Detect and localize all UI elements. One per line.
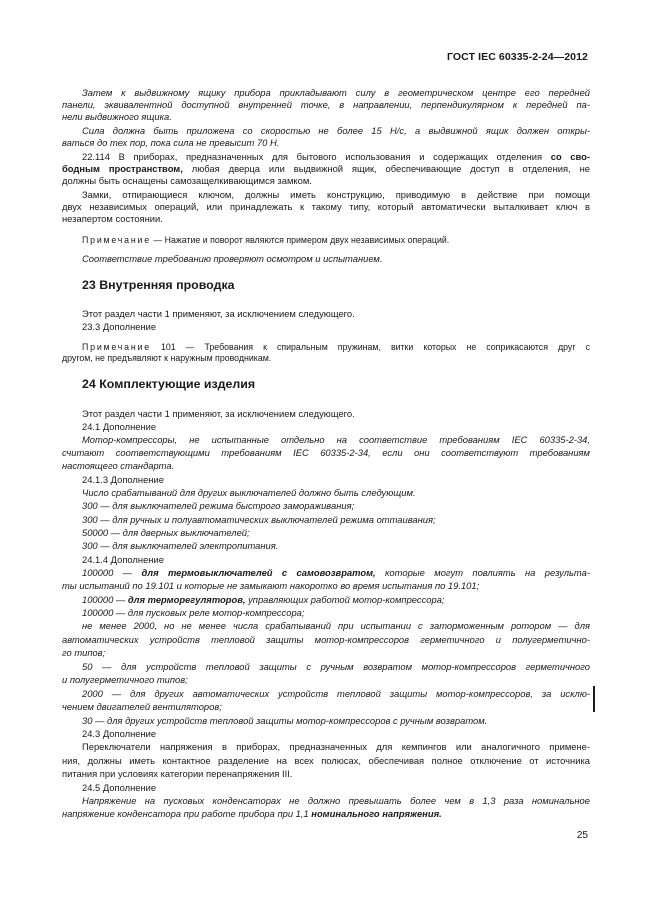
text-line: Затем к выдвижному ящику прибора прикладывают силу в геометрическом центре его передней bbox=[82, 87, 590, 98]
text-line: 24.1.4 Дополнение bbox=[82, 554, 164, 565]
text-line: Этот раздел части 1 применяют, за исключением следующего. bbox=[82, 308, 355, 319]
text-line: Этот раздел части 1 применяют, за исключением следующего. bbox=[82, 408, 355, 419]
text-line: 23.3 Дополнение bbox=[82, 321, 157, 332]
text-line: 100000 — для термовыключателей с самовозвратом, которые могут повлиять на результа- bbox=[82, 567, 590, 578]
text-line: ты испытаний по 19.101 и которые не замыкают накоротко во время испытания по 19.101; bbox=[62, 580, 480, 591]
text-line: 24.1 Дополнение bbox=[82, 421, 157, 432]
text-line: чением двигателей вентиляторов; bbox=[62, 701, 222, 712]
text-line: Замки, отпирающиеся ключом, должны иметь конструкцию, приводимую в действие при помощи bbox=[82, 189, 590, 200]
text-line: 50000 — для дверных выключателей; bbox=[82, 527, 250, 538]
section-heading-23: 23 Внутренняя проводка bbox=[82, 278, 235, 292]
text-line: 22.114 В приборах, предназначенных для бытового использования и содержащих отделения со сво- bbox=[82, 151, 591, 162]
text-line: 100000 — для пусковых реле мотор-компрессора; bbox=[82, 607, 305, 618]
document-code: ГОСТ IEC 60335-2-24—2012 bbox=[446, 51, 588, 63]
text-line: Напряжение на пусковых конденсаторах не должно превышать более чем в 1,3 раза номинальное bbox=[82, 795, 590, 806]
text-line: автоматических устройств тепловой защиты мотор-компрессоров герметичного и полугерметично- bbox=[62, 634, 590, 645]
text-line: 24.1.3 Дополнение bbox=[82, 474, 164, 485]
text-line: Мотор-компрессоры, не испытанные отдельно на соответствие требованиям IEC 60335-2-34, bbox=[82, 434, 590, 445]
text-line: бодным пространством, любая дверца или выдвижной ящик, обеспечивающие доступ в отделения, не bbox=[62, 163, 590, 174]
text-line: нели выдвижного ящика. bbox=[62, 111, 172, 122]
conformity-text: Соответствие требованию проверяют осмотром и испытанием. bbox=[82, 253, 383, 264]
note: Примечание — Нажатие и поворот являются примером двух независимых операций. bbox=[82, 235, 450, 245]
text-line: настоящего стандарта. bbox=[62, 460, 175, 471]
text-line: 300 — для выключателей электропитания. bbox=[82, 540, 279, 551]
text-line: 300 — для выключателей режима быстрого замораживания; bbox=[82, 500, 355, 511]
text-line: 50 — для устройств тепловой защиты с ручным возвратом мотор-компрессоров герметичного bbox=[82, 661, 590, 672]
text-line: ваться до тех пор, пока сила не превысит 70 Н. bbox=[62, 137, 280, 148]
section-heading-24: 24 Комплектующие изделия bbox=[82, 377, 256, 391]
note: Примечание 101 — Требования к спиральным пружинам, витки которых не соприкасаются друг с bbox=[82, 342, 590, 352]
text-line: не менее 2000, но не менее числа срабатываний при испытании с заторможенным ротором — для bbox=[82, 620, 590, 631]
text-line: 24.5 Дополнение bbox=[82, 782, 157, 793]
text-line: напряжение конденсатора при работе прибора при 1,1 номинального напряжения. bbox=[62, 808, 442, 819]
text-line: ния, должны иметь контактное разделение на всех полюсах, обеспечивая полное отключение от источника bbox=[62, 755, 590, 766]
text-line: го типов; bbox=[62, 647, 106, 658]
text-line: питания при условиях категории перенапряжения III. bbox=[62, 768, 293, 779]
text-line: незапертом состоянии. bbox=[62, 213, 163, 224]
text-line: 24.3 Дополнение bbox=[82, 728, 157, 739]
text-line: Число срабатываний для других выключателей должно быть следующим. bbox=[82, 487, 416, 498]
text-line: двух независимых операций, или принадлежать к такому типу, который автоматически выталкивает ключ в bbox=[62, 201, 590, 212]
text-line: Сила должна быть приложена со скоростью не более 15 Н/с, а выдвижной ящик должен откры- bbox=[82, 125, 590, 136]
text-line: 300 — для ручных и полуавтоматических выключателей режима оттаивания; bbox=[82, 514, 436, 525]
change-bar bbox=[593, 686, 595, 712]
note: другом, не предъявляют к наружным проводникам. bbox=[62, 353, 272, 363]
text-line: 100000 — для терморегуляторов, управляющих работой мотор-компрессора; bbox=[82, 594, 445, 605]
text-line: должны быть оснащены самозащелкивающимся замком. bbox=[62, 175, 312, 186]
text-line: считают соответствующими требованиям IEC 60335-2-34, если они соответствуют требованиям bbox=[62, 447, 590, 458]
page-number: 25 bbox=[576, 830, 588, 841]
text-line: и полугерметичного типов; bbox=[62, 674, 188, 685]
text-line: 2000 — для других автоматических устройств тепловой защиты мотор-компрессоров, за исклю- bbox=[82, 688, 590, 699]
text-line: 30 — для других устройств тепловой защиты мотор-компрессоров с ручным возвратом. bbox=[82, 715, 488, 726]
text-line: Переключатели напряжения в приборах, предназначенных для кемпингов или аналогичного примене- bbox=[82, 741, 590, 752]
text-line: панели, эквивалентной доступной внутренней точке, в направлении, перпендикулярном к передней па- bbox=[62, 99, 590, 110]
